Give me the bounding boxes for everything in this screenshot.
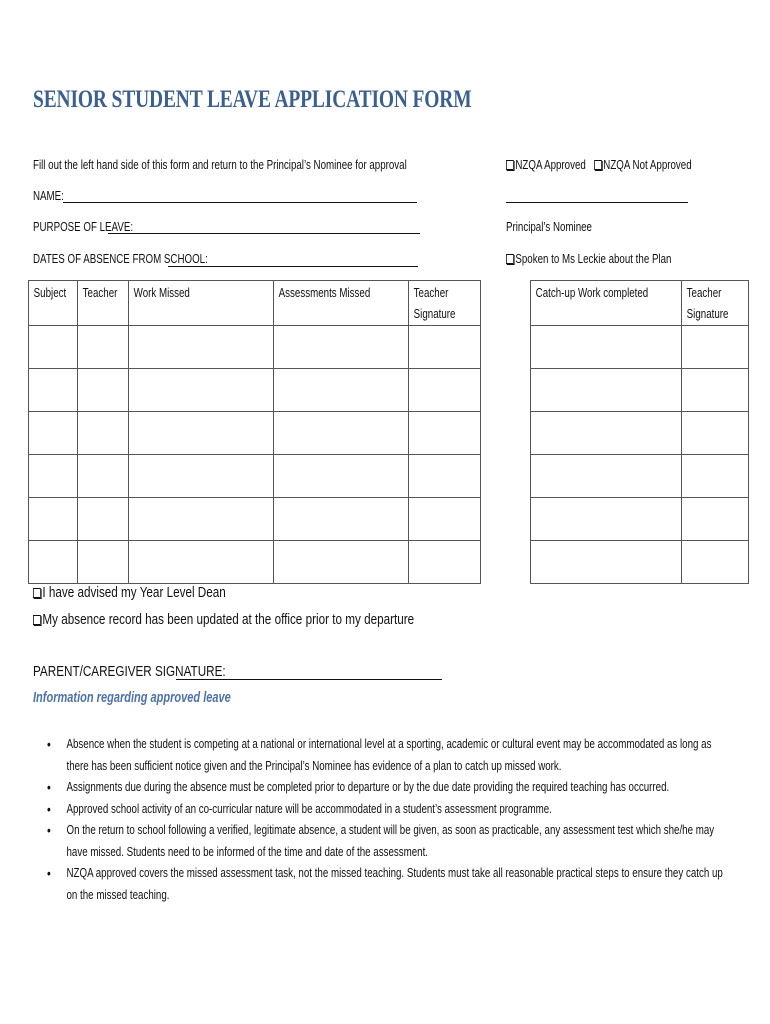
cell[interactable] [29,412,78,455]
cell[interactable] [682,412,749,455]
list-item: • On the return to school following a verified, legitimate absence, a student will be given, as soon as practicable, any assessment test which she/he may have missed. Students need to be informed of the time and date of the assessment. [47,820,733,863]
cell[interactable] [409,326,481,369]
cell[interactable] [682,541,749,584]
header-teacher-signature: Teacher Signature [409,281,481,326]
nzqa-approval-options [506,158,692,172]
table-header-row [29,281,481,326]
cell[interactable] [77,498,128,541]
nzqa-not-approved-label: NZQA Not Approved [603,158,692,172]
cell[interactable] [409,412,481,455]
instructions-text: Fill out the left hand side of this form and return to the Principal’s Nominee for approval [33,158,407,172]
dates-label: DATES OF ABSENCE FROM SCHOOL: [33,252,208,266]
cell[interactable] [273,326,409,369]
cell[interactable] [129,369,273,412]
table-row [531,369,749,412]
cell[interactable] [531,369,682,412]
cell[interactable] [682,369,749,412]
name-field[interactable] [63,202,417,203]
cell[interactable] [77,541,128,584]
table-row [531,412,749,455]
table-row [29,412,481,455]
cell[interactable] [77,455,128,498]
cell[interactable] [682,326,749,369]
table-row [29,455,481,498]
advised-dean-checkbox[interactable] [33,588,41,598]
list-item: • NZQA approved covers the missed assessment task, not the missed teaching. Students must take all reasonable practical steps to ensure they catch up on the missed teaching. [47,863,733,906]
leave-details-table [28,280,481,584]
cell[interactable] [409,369,481,412]
advised-dean-option [33,584,226,601]
nominee-signature-field[interactable] [506,202,688,203]
table-row [531,498,749,541]
spoken-to-option [506,252,671,266]
header-teacher-signature: Teacher Signature [682,281,749,326]
info-list [47,734,733,906]
header-assessments-missed: Assessments Missed [273,281,409,326]
table-row [29,369,481,412]
absence-record-checkbox[interactable] [33,615,41,625]
cell[interactable] [129,541,273,584]
spoken-to-label: Spoken to Ms Leckie about the Plan [515,252,672,266]
table-header-row [531,281,749,326]
nzqa-approved-checkbox[interactable] [506,160,514,170]
catch-up-table [530,280,749,584]
cell[interactable] [273,369,409,412]
purpose-label: PURPOSE OF LEAVE: [33,220,134,234]
table-row [531,326,749,369]
table-row [29,326,481,369]
cell[interactable] [129,498,273,541]
cell[interactable] [129,455,273,498]
parent-signature-label: PARENT/CAREGIVER SIGNATURE: [33,663,226,680]
cell[interactable] [531,412,682,455]
page-title: SENIOR STUDENT LEAVE APPLICATION FORM [33,86,472,113]
cell[interactable] [129,326,273,369]
parent-signature-field[interactable] [176,679,442,680]
absence-record-label: My absence record has been updated at the office prior to my departure [42,611,415,628]
cell[interactable] [273,498,409,541]
table-row [531,455,749,498]
cell[interactable] [531,498,682,541]
cell[interactable] [531,541,682,584]
cell[interactable] [29,541,78,584]
cell[interactable] [77,326,128,369]
cell[interactable] [29,369,78,412]
absence-record-option [33,611,414,628]
cell[interactable] [682,498,749,541]
list-item: • Assignments due during the absence must be completed prior to departure or by the due date providing the required teaching has occurred. [47,777,733,799]
cell[interactable] [531,326,682,369]
header-catch-up-work: Catch-up Work completed [531,281,682,326]
cell[interactable] [409,541,481,584]
cell[interactable] [273,412,409,455]
cell[interactable] [409,498,481,541]
nzqa-not-approved-checkbox[interactable] [594,160,602,170]
list-item: • Approved school activity of an co-curricular nature will be accommodated in a student’s assessment programme. [47,799,733,821]
list-item: • Absence when the student is competing at a national or international level at a sporting, academic or cultural event may be accommodated as long as there has been sufficient notice given and the Principal’s Nominee has evidence of a plan to catch up missed work. [47,734,733,777]
cell[interactable] [682,455,749,498]
cell[interactable] [273,541,409,584]
spoken-to-checkbox[interactable] [506,254,514,264]
cell[interactable] [273,455,409,498]
cell[interactable] [77,369,128,412]
cell[interactable] [77,412,128,455]
advised-dean-label: I have advised my Year Level Dean [42,584,226,601]
cell[interactable] [29,455,78,498]
principal-nominee-label: Principal’s Nominee [506,220,592,234]
header-work-missed: Work Missed [129,281,273,326]
cell[interactable] [129,412,273,455]
dates-field[interactable] [168,266,418,267]
header-subject: Subject [29,281,78,326]
cell[interactable] [409,455,481,498]
table-row [29,498,481,541]
cell[interactable] [29,498,78,541]
purpose-field[interactable] [108,233,420,234]
header-teacher: Teacher [77,281,128,326]
nzqa-approved-label: NZQA Approved [515,158,586,172]
table-row [29,541,481,584]
table-row [531,541,749,584]
info-heading: Information regarding approved leave [33,690,231,706]
cell[interactable] [531,455,682,498]
name-label: NAME: [33,189,64,203]
cell[interactable] [29,326,78,369]
